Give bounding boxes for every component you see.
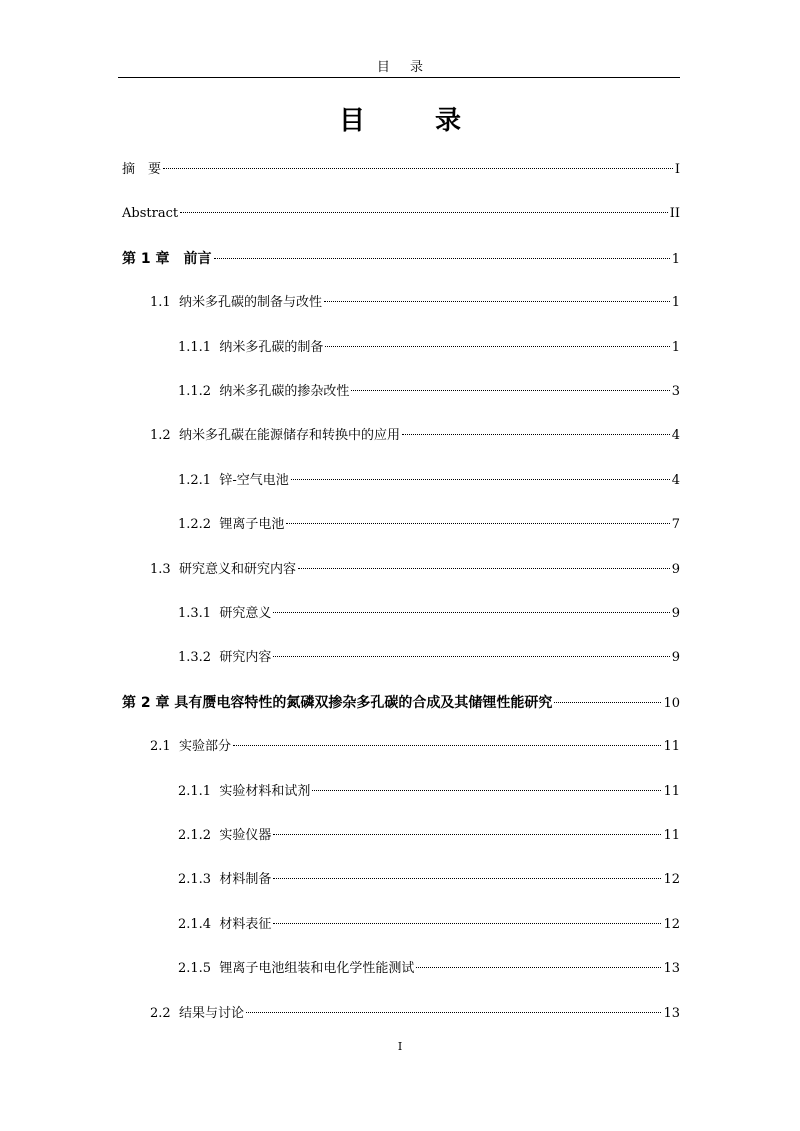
toc-dot-leader bbox=[273, 878, 661, 879]
toc-entry-title: 具有赝电容特性的氮磷双掺杂多孔碳的合成及其储锂性能研究 bbox=[174, 694, 553, 711]
toc-entry-number: 1.3 bbox=[150, 561, 179, 577]
toc-entry-page: 3 bbox=[671, 384, 680, 399]
toc-entry[interactable] bbox=[178, 338, 680, 358]
toc-entry[interactable] bbox=[178, 782, 680, 802]
toc-entry-title: 材料表征 bbox=[219, 916, 272, 932]
toc-dot-leader bbox=[233, 745, 661, 746]
toc-dot-leader bbox=[246, 1012, 661, 1013]
toc-entry[interactable] bbox=[150, 560, 680, 580]
toc-entry-number: 2.1 bbox=[150, 739, 179, 755]
toc-dot-leader bbox=[324, 301, 670, 302]
toc-entry-number: 2.1.3 bbox=[178, 872, 220, 888]
toc-entry[interactable] bbox=[178, 826, 680, 846]
toc-entry-title: 实验材料和试剂 bbox=[219, 783, 311, 799]
toc-entry-number: 2.1.5 bbox=[178, 961, 220, 977]
toc-entry[interactable] bbox=[178, 648, 680, 668]
toc-entry-page: 11 bbox=[663, 783, 680, 799]
toc-entry-number: 2.1.4 bbox=[178, 916, 220, 932]
toc-entry-number: 1.1 bbox=[150, 295, 179, 311]
toc-entry-page: I bbox=[674, 162, 680, 177]
toc-entry-title: 锌-空气电池 bbox=[219, 472, 289, 488]
toc-entry-page: 9 bbox=[671, 650, 680, 666]
toc-entry-title: 研究意义和研究内容 bbox=[178, 561, 296, 577]
toc-entry-number: 2.2 bbox=[150, 1005, 179, 1021]
toc-entry-number: 第 1 章 bbox=[122, 250, 184, 267]
toc-entry[interactable] bbox=[150, 293, 680, 313]
toc-entry-title: 纳米多孔碳的制备与改性 bbox=[178, 295, 322, 311]
toc-entry-title: 结果与讨论 bbox=[178, 1005, 244, 1021]
toc-entry-page: 1 bbox=[671, 251, 680, 267]
toc-entry-title: 摘 要 bbox=[122, 162, 162, 177]
toc-entry-page: 13 bbox=[663, 1005, 680, 1021]
toc-entry-number: 第 2 章 bbox=[122, 694, 175, 711]
toc-entry[interactable] bbox=[150, 1004, 680, 1024]
toc-entry-page: II bbox=[669, 206, 680, 222]
toc-entry-number: 1.1.1 bbox=[178, 339, 220, 355]
toc-entry[interactable] bbox=[178, 382, 680, 402]
toc-dot-leader bbox=[554, 702, 661, 703]
toc-entry-page: 13 bbox=[663, 961, 680, 977]
toc-entry-page: 4 bbox=[671, 428, 680, 444]
page-number: I bbox=[397, 1040, 403, 1053]
toc-entry-page: 11 bbox=[663, 739, 680, 755]
toc-entry-title: Abstract bbox=[122, 206, 179, 222]
toc-entry-title: 材料制备 bbox=[219, 872, 272, 888]
toc-entry[interactable] bbox=[122, 693, 680, 713]
toc-dot-leader bbox=[273, 834, 661, 835]
toc-entry-title: 研究内容 bbox=[219, 650, 272, 666]
toc-entry-title: 前言 bbox=[183, 250, 212, 267]
toc-entry-page: 4 bbox=[671, 472, 680, 488]
toc-entry-page: 10 bbox=[663, 695, 680, 711]
toc-entry-title: 锂离子电池 bbox=[219, 517, 285, 533]
toc-entry-title: 纳米多孔碳的掺杂改性 bbox=[219, 384, 350, 399]
toc-entry[interactable] bbox=[178, 515, 680, 535]
toc-entry[interactable] bbox=[122, 204, 680, 224]
running-header: 目 录 bbox=[376, 60, 432, 75]
toc-entry-number: 1.1.2 bbox=[178, 384, 220, 399]
toc-dot-leader bbox=[273, 612, 669, 613]
toc-dot-leader bbox=[180, 212, 668, 213]
toc-entry-title: 研究意义 bbox=[219, 606, 272, 621]
toc-entry-page: 9 bbox=[671, 561, 680, 577]
toc-entry[interactable] bbox=[150, 426, 680, 446]
toc-entry[interactable] bbox=[178, 471, 680, 491]
toc-dot-leader bbox=[325, 346, 669, 347]
toc-dot-leader bbox=[402, 434, 670, 435]
toc-entry-page: 9 bbox=[671, 606, 680, 621]
toc-entry-number: 1.2 bbox=[150, 428, 179, 444]
toc-entry-title: 纳米多孔碳在能源储存和转换中的应用 bbox=[178, 428, 400, 444]
toc-entry-page: 12 bbox=[663, 872, 680, 888]
toc-dot-leader bbox=[312, 790, 661, 791]
toc-entry-number: 1.3.1 bbox=[178, 606, 220, 621]
toc-entry[interactable] bbox=[178, 959, 680, 979]
toc-entry-number: 2.1.2 bbox=[178, 828, 220, 843]
toc-entry-title: 锂离子电池组装和电化学性能测试 bbox=[219, 961, 415, 977]
toc-entry[interactable] bbox=[122, 160, 680, 180]
toc-entry-number: 1.2.1 bbox=[178, 472, 220, 488]
toc-entry-title: 纳米多孔碳的制备 bbox=[219, 339, 324, 355]
toc-entry[interactable] bbox=[178, 870, 680, 890]
toc-entry-number: 1.3.2 bbox=[178, 650, 220, 666]
toc-dot-leader bbox=[351, 390, 669, 391]
toc-entry[interactable] bbox=[178, 604, 680, 624]
toc-dot-leader bbox=[273, 656, 669, 657]
toc-dot-leader bbox=[286, 523, 669, 524]
toc-entry-page: 11 bbox=[663, 828, 680, 843]
toc-entry-title: 实验部分 bbox=[178, 739, 231, 755]
toc-entry-page: 12 bbox=[663, 916, 680, 932]
toc-dot-leader bbox=[273, 923, 661, 924]
toc-dot-leader bbox=[214, 258, 670, 259]
toc-dot-leader bbox=[163, 168, 673, 169]
toc-entry-page: 7 bbox=[671, 517, 680, 533]
toc-dot-leader bbox=[291, 479, 670, 480]
toc-entry-number: 1.2.2 bbox=[178, 517, 220, 533]
toc-entry[interactable] bbox=[178, 915, 680, 935]
toc-dot-leader bbox=[298, 568, 670, 569]
toc-entry-number: 2.1.1 bbox=[178, 783, 220, 799]
page-title: 目 录 bbox=[338, 106, 483, 136]
toc-entry-page: 1 bbox=[671, 339, 680, 355]
header-divider bbox=[118, 77, 680, 78]
toc-entry[interactable] bbox=[122, 249, 680, 269]
toc-entry-title: 实验仪器 bbox=[219, 828, 272, 843]
toc-entry[interactable] bbox=[150, 737, 680, 757]
toc-dot-leader bbox=[416, 967, 661, 968]
toc-entry-page: 1 bbox=[671, 295, 680, 311]
